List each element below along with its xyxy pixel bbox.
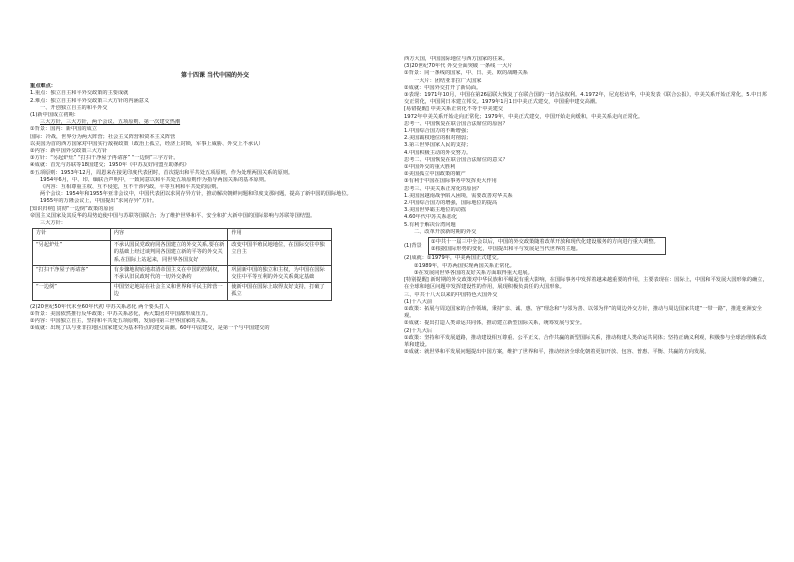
table-cell: 巩固新中国的独立和主权，为中国在国际交往中平等互利的外交关系奠定基础: [228, 265, 332, 282]
table-row: [33, 283, 332, 300]
text-line: 2.中国综合国力的增强，国际地位的提高: [404, 200, 498, 207]
table-cell: 不承认国民党政府同各国建立的外交关系,要在新的基础上经过谈判同各国建立新的平等的外交关系,在国际上站起来，同世界各国友好: [110, 241, 228, 266]
text-line: ①背景：美国依然推行反华政策；中苏关系恶化，两大集团对中国都形成压力。: [30, 310, 212, 317]
text-line: 1972年中美关系开始走向正常化；1979年，中美正式建交，中国开始走向缓和，中美关系走向正常化。: [404, 113, 644, 120]
text-line: 一大片：团结亚非拉广大国家: [414, 77, 482, 84]
text-line: 4.中国积极主动的外交努力。: [404, 149, 472, 156]
text-line: 国际：冷战，世界分为两大阵营；社会主义阵营和资本主义阵营: [30, 133, 176, 140]
text-line: 三大方针：: [40, 220, 66, 227]
text-line: (2)十九大后: [404, 327, 433, 334]
text-line: [易错提醒] 中美关系正常化不等于中美建交: [404, 106, 504, 113]
difficulty-line: 2.难点：独立自主和平外交政策三大方针的内涵意义: [30, 97, 150, 104]
keypoints-heading: 重点难点：: [30, 83, 56, 90]
text-line: 1955年的万隆会议上，中国提出“求同存异”方针。: [40, 198, 158, 205]
text-line: ②美国孤立中国政策的破产: [404, 171, 466, 178]
table-cell: 有步骤地彻底地肃清帝国主义在中国的控制权，不承认旧民政时代的一切外交条约: [110, 265, 228, 282]
text-line: 5.有利于解决台湾问题: [404, 221, 456, 228]
section-heading-3: 三、中共十八大以来的中国特色大国外交: [404, 291, 498, 298]
text-line: ②成就：中国外交打开了新局面。: [404, 84, 482, 91]
page-title: 第十四课 当代中国的外交: [180, 72, 250, 79]
text-line: ①政策：拓展与周边国家的合作领域，秉持“亲、诚、惠、容”理念和“与邻为善、以邻为伴”的周边外交方针，推动与周边国家共建“一带一路”，推进亚洲安全观。: [404, 305, 762, 320]
table-header: 内容: [110, 229, 228, 241]
text-line: ③有利于中国在国际事务中发挥更大作用: [404, 178, 497, 185]
background-box: [428, 237, 666, 255]
text-line: ①中国外交的重大胜利: [404, 164, 456, 171]
table-cell: “一边倒”: [33, 283, 111, 300]
text-line: 帝国主义国家及其反华的局势迫使中国与苏联等国联合；为了维护世界和平、安全和扩大新中国的国际影响与苏联等国结盟。: [30, 212, 316, 219]
table-row: [33, 265, 332, 282]
background-block: [404, 237, 770, 255]
text-line: 思考一、中国恢复在联合国合法席位的原因？: [404, 120, 508, 127]
keypoint-line: 1.重点：独立自主和平外交政策的主要成就: [30, 90, 129, 97]
table-cell: 中国坚定地站在社会主义和世界和平民主阵营一边: [110, 283, 228, 300]
table-header: 作用: [228, 229, 332, 241]
text-line: 3.美国世界霸主地位的动摇: [404, 207, 467, 214]
three-policies-table: [32, 228, 332, 300]
text-line: 1.美国因越南战争陷入困境，需要改善对华关系: [404, 192, 513, 199]
text-line: 《内容：互相尊重主权、互不侵犯，互不干涉内政，平等互利和平共处的原则。: [40, 184, 222, 191]
text-line: 两个会议：1954年和1955年亚非会议中，中国代表团以求同存异方针，推动解决朝鲜问题和印度支那问题，提高了新中国的国际地位。: [40, 191, 352, 198]
section-heading-1: 一、开创独立自主的和平外交: [40, 104, 108, 111]
text-line: 1954年6月，中、印、缅联合声明中，一致同意以和平共处五项原则作为指导两国关系的基本原则。: [40, 176, 270, 183]
text-line: [特别提醒] 新时期的外交政策对中华民族和平崛起有重大影响，在国际事务中发挥着越来越重要的作用，主要表现在：国际上，中国和平发展大国形象的确立，在全球和地区问题中发挥建设性的作用，展现积极负责任的大国形象。: [404, 277, 768, 291]
text-line: (1)十八大前: [404, 298, 433, 305]
text-line: ①背景：同一条线的国家，中、日、美、欧的战略关系: [404, 70, 528, 77]
table-header: 方针: [33, 229, 111, 241]
text-line: ③在发展同世界各国的友好关系方面取得重大进展。: [414, 269, 533, 276]
text-line: 3.第三世界国家人民的支持；: [404, 142, 472, 149]
text-line: (2)成就：①1979年，中美两国正式建交。: [404, 255, 502, 262]
table-cell: 使新中国在国际上取得友好支持，打破了孤立: [228, 283, 332, 300]
text-line: 思考二、中国恢复在联合国合法席位的意义？: [404, 156, 508, 163]
text-line: ②内容：中国独立自主，坚持和平共处五项原则，发展同第三世界国家的关系。: [30, 318, 212, 325]
text-line: ③成就：出现了以与亚非拉地区国家建交为基本特点的建交高潮。60年中法建交，是第一个与中国建交的: [30, 325, 270, 332]
text-line: ①中共十一届三中全会以后，中国的外交政策随着改革开放和现代化建设服务的方向进行重大调整。: [431, 239, 659, 246]
table-row: [33, 241, 332, 266]
subsection-1-items: 三大方针，三大方针，两个会议、五项原则、第一次建交热潮: [40, 119, 181, 126]
text-line: ⑤五项原则：1953年12月，周恩来在接见印度代表团时，首次提出和平共处五项原则，作为处理两国关系的原则。: [30, 169, 294, 176]
right-column: [404, 56, 770, 356]
text-line: 2.美国霸权地位的相对削弱；: [404, 135, 472, 142]
left-column: [30, 72, 400, 333]
background-label: (1)背景: [404, 242, 422, 249]
table-cell: “另起炉灶”: [33, 241, 111, 266]
text-line: ②内容：新中国外交政策三大方针: [30, 148, 108, 155]
text-line: ②1989年，中苏两国实现两国关系正常化。: [414, 262, 515, 269]
text-line: [知识归纳] 贯彻“一边倒”政策的原因: [30, 205, 114, 212]
subsection-1: (1)新中国成立初期：: [30, 112, 79, 119]
text-line: ③方针：“另起炉灶” “打扫干净屋子再请客” “一边倒”三字方针。: [30, 155, 179, 162]
text-line: ①政策：坚持和平发展道路，推动建设相互尊重、公平正义、合作共赢的新型国际关系，推动构建人类命运共同体；坚持正确义利观，积极参与全球治理体系改革和建设。: [404, 334, 767, 348]
text-line: 1.中国综合国力的不断增强；: [404, 128, 472, 135]
text-line: 以美国为首的西方国家对中国实行敌视政策（政治上孤立，经济上封锁，军事上威胁、外交上不承认）: [30, 140, 264, 147]
text-line: 思考三、中美关系正常化的原因？: [404, 185, 482, 192]
text-line: (2)20世纪50年代末至60年代初 中苏关系恶化 两个要头打人: [30, 303, 170, 310]
text-line: ③表现：1971年10月，中国在第26届联大恢复了在联合国的一切合法权利。4.1972年，尼克松访华，中美发表《联合公报》，中美关系开始正常化，5.中日邦交正常化，中国同日本建立邦交。1979年1月1日中美正式建交，中国重申建交高潮。: [404, 92, 767, 106]
text-line: ②成就：提出打造人类命运共同体，推动建立新型国际关系，统筹发展与安全。: [404, 320, 586, 327]
table-cell: 改变中国半殖民地地位，在国际交往中独立自主: [228, 241, 332, 266]
text-line: (3)20世纪70年代 外交全面突破 一条线 一大片: [404, 63, 513, 70]
table-cell: “打扫干净屋子再请客”: [33, 265, 111, 282]
text-line: ②根据国际形势的变化，中国提出和平与发展是当代世界的主题。: [431, 246, 581, 253]
section-heading-2: 二、改革开放新时期的外交: [414, 228, 477, 235]
table-header-row: [33, 229, 332, 241]
text-line: 4.60年代中苏关系恶化: [404, 214, 458, 221]
text-line: ②成就：就世界和平发展问题提出中国方案，维护了世界和平，推动经济全球化朝着更加开放、包容、普惠、平衡、共赢的方向发展。: [404, 349, 710, 356]
text-line: ④成就：首先与苏联等18国建交；1950年《中苏友好同盟互助条约》: [30, 162, 190, 169]
text-line: 西方大国，中国国际地位与西方国家的往来。: [404, 56, 508, 62]
text-line: ①背景：国内：新中国的成立: [30, 126, 97, 133]
